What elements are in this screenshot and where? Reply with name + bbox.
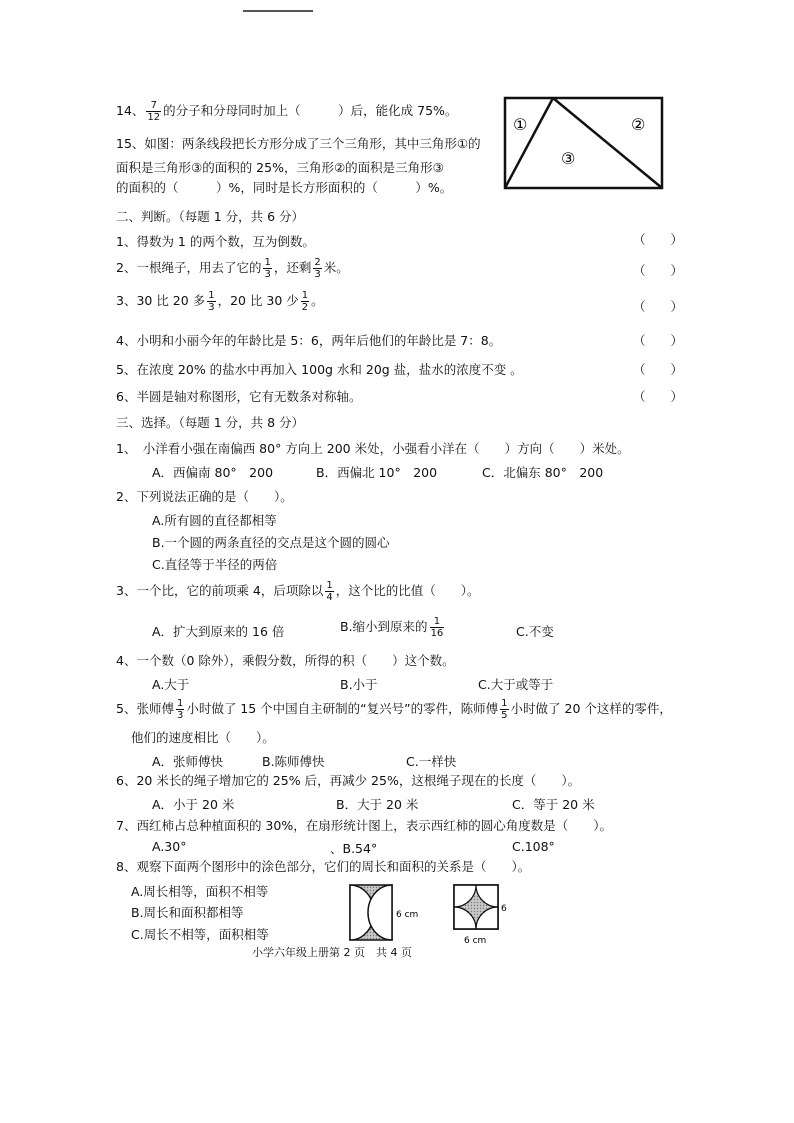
question-15-line1: 15、如图：两条线段把长方形分成了三个三角形，其中三角形①的 [116,136,481,151]
answer-blank[interactable]: （ ） [633,263,684,278]
judge-q4: 4、小明和小丽今年的年龄比是 5：6，两年后他们的年龄比是 7：8。 [116,333,502,348]
choice-q5-option-b[interactable]: B.陈师傅快 [262,754,325,769]
choice-q2-option-c[interactable]: C.直径等于半径的两倍 [152,557,278,572]
question-number: 14、 [116,103,145,118]
choice-q5-option-a[interactable]: A．张师傅快 [152,754,224,769]
choice-q3-option-b[interactable]: B.缩小到原来的 $\frac{1}{16}$ [340,616,444,639]
figure-2-bottom-label: 6 cm [464,936,487,946]
choice-q7-option-c[interactable]: C.108° [512,839,555,854]
choice-q1-option-b[interactable]: B．西偏北 10° 200 [316,465,438,480]
scan-mark [243,10,313,12]
choice-q2: 2、下列说法正确的是（ ）。 [116,489,293,504]
choice-q8: 8、观察下面两个图形中的涂色部分，它们的周长和面积的关系是（ ）。 [116,859,531,874]
segment-2 [553,98,662,188]
choice-q2-option-b[interactable]: B.一个圆的两条直径的交点是这个圆的圆心 [152,535,390,550]
fraction: $\frac{1}{3}$ [208,290,215,313]
choice-q6-option-a[interactable]: A．小于 20 米 [152,797,235,812]
choice-q4: 4、一个数（0 除外），乘假分数，所得的积（ ）这个数。 [116,653,455,668]
judge-q5: 5、在浓度 20% 的盐水中再加入 100g 水和 20g 盐，盐水的浓度不变 。 [116,362,523,377]
choice-q1-option-a[interactable]: A．西偏南 80° 200 [152,465,274,480]
fraction: $\frac{1}{4}$ [326,580,333,603]
page-footer: 小学六年级上册第 2 页 共 4 页 [252,946,412,959]
answer-blank[interactable]: （ ） [633,362,684,377]
segment-1 [505,98,553,188]
judge-q6: 6、半圆是轴对称图形，它有无数条对称轴。 [116,389,362,404]
fraction: $\frac{1}{5}$ [501,698,508,721]
shaded-figure-2 [452,883,512,949]
choice-q3: 3、一个比，它的前项乘 4，后项除以 $\frac{1}{4}$ ，这个比的比值（ ）。 [116,580,480,603]
choice-q1-option-c[interactable]: C．北偏东 80° 200 [482,465,604,480]
choice-q6-option-c[interactable]: C．等于 20 米 [512,797,595,812]
figure-1-side-label: 6 cm [396,910,419,920]
choice-q6-option-b[interactable]: B．大于 20 米 [336,797,419,812]
question-14 [116,100,457,123]
fraction: $\frac{1}{16}$ [430,616,444,639]
choice-q5: 5、张师傅 $\frac{1}{3}$ 小时做了 15 个中国自主研制的“复兴号”的零件，陈师傅 $\frac{1}{5}$ 小时做了 20 个这样的零件， [116,698,672,721]
answer-blank[interactable]: （ ） [633,232,684,247]
triangle-1-label: ① [513,115,528,134]
answer-blank[interactable]: （ ） [633,333,684,348]
choice-q8-option-c[interactable]: C.周长不相等，面积相等 [131,927,269,942]
fraction: $\frac{1}{3}$ [176,698,184,721]
choice-q7: 7、西红柿占总种植面积的 30%，在扇形统计图上，表示西红柿的圆心角度数是（ ）。 [116,818,612,833]
choice-q2-option-a[interactable]: A.所有圆的直径都相等 [152,513,277,528]
choice-q8-option-a[interactable]: A.周长相等，面积不相等 [131,884,269,899]
choice-q4-option-b[interactable]: B.小于 [340,677,378,692]
shaded-figure-1 [348,883,440,943]
fraction: $\frac{2}{3}$ [314,257,321,280]
answer-blank[interactable]: （ ） [633,299,684,314]
choice-q1: 1、 小洋看小强在南偏西 80° 方向上 200 米处，小强看小洋在（ ）方向（ ）米处。 [116,441,630,456]
choice-q5-line2: 他们的速度相比（ ）。 [131,730,275,745]
question-15-line2: 面积是三角形③的面积的 25%，三角形②的面积是三角形③ [116,160,444,175]
choice-q3-option-a[interactable]: A．扩大到原来的 16 倍 [152,624,285,639]
choice-q4-option-c[interactable]: C.大于或等于 [478,677,554,692]
section-choice-title: 三、选择。（每题 1 分，共 8 分） [116,415,305,430]
judge-q2: 2、一根绳子，用去了它的 $\frac{1}{3}$ ，还剩 $\frac{2}{3}$ 米。 [116,257,349,280]
triangle-2-label: ② [631,115,646,134]
choice-q4-option-a[interactable]: A.大于 [152,677,190,692]
fraction: $\frac{1}{2}$ [301,290,309,313]
question-15-line3: 的面积的（ ）%，同时是长方形面积的（ ）%。 [116,180,453,195]
choice-q6: 6、20 米长的绳子增加它的 25% 后，再减少 25%，这根绳子现在的长度（ ）。 [116,773,581,788]
question-text: 的分子和分母同时加上（ ）后，能化成 75%。 [163,103,458,118]
fraction: $\frac{1}{3}$ [264,257,271,280]
section-judge-title: 二、判断。（每题 1 分，共 6 分） [116,209,305,224]
fraction: $\frac{7}{12}$ [147,100,161,123]
choice-q7-option-b[interactable]: 、B.54° [330,841,378,856]
rectangle-triangles-figure [503,96,665,191]
choice-q3-option-c[interactable]: C.不变 [516,624,554,639]
answer-blank[interactable]: （ ） [633,389,684,404]
choice-q8-option-b[interactable]: B.周长和面积都相等 [131,905,244,920]
choice-q7-option-a[interactable]: A.30° [152,839,187,854]
choice-q5-option-c[interactable]: C.一样快 [406,754,457,769]
figure-2-side-label: 6 [501,904,507,914]
triangle-3-label: ③ [561,149,576,168]
judge-q3: 3、30 比 20 多 $\frac{1}{3}$ ，20 比 30 少 $\frac{1}{2}$ 。 [116,290,324,313]
judge-q1: 1、得数为 1 的两个数，互为倒数。 [116,234,315,249]
